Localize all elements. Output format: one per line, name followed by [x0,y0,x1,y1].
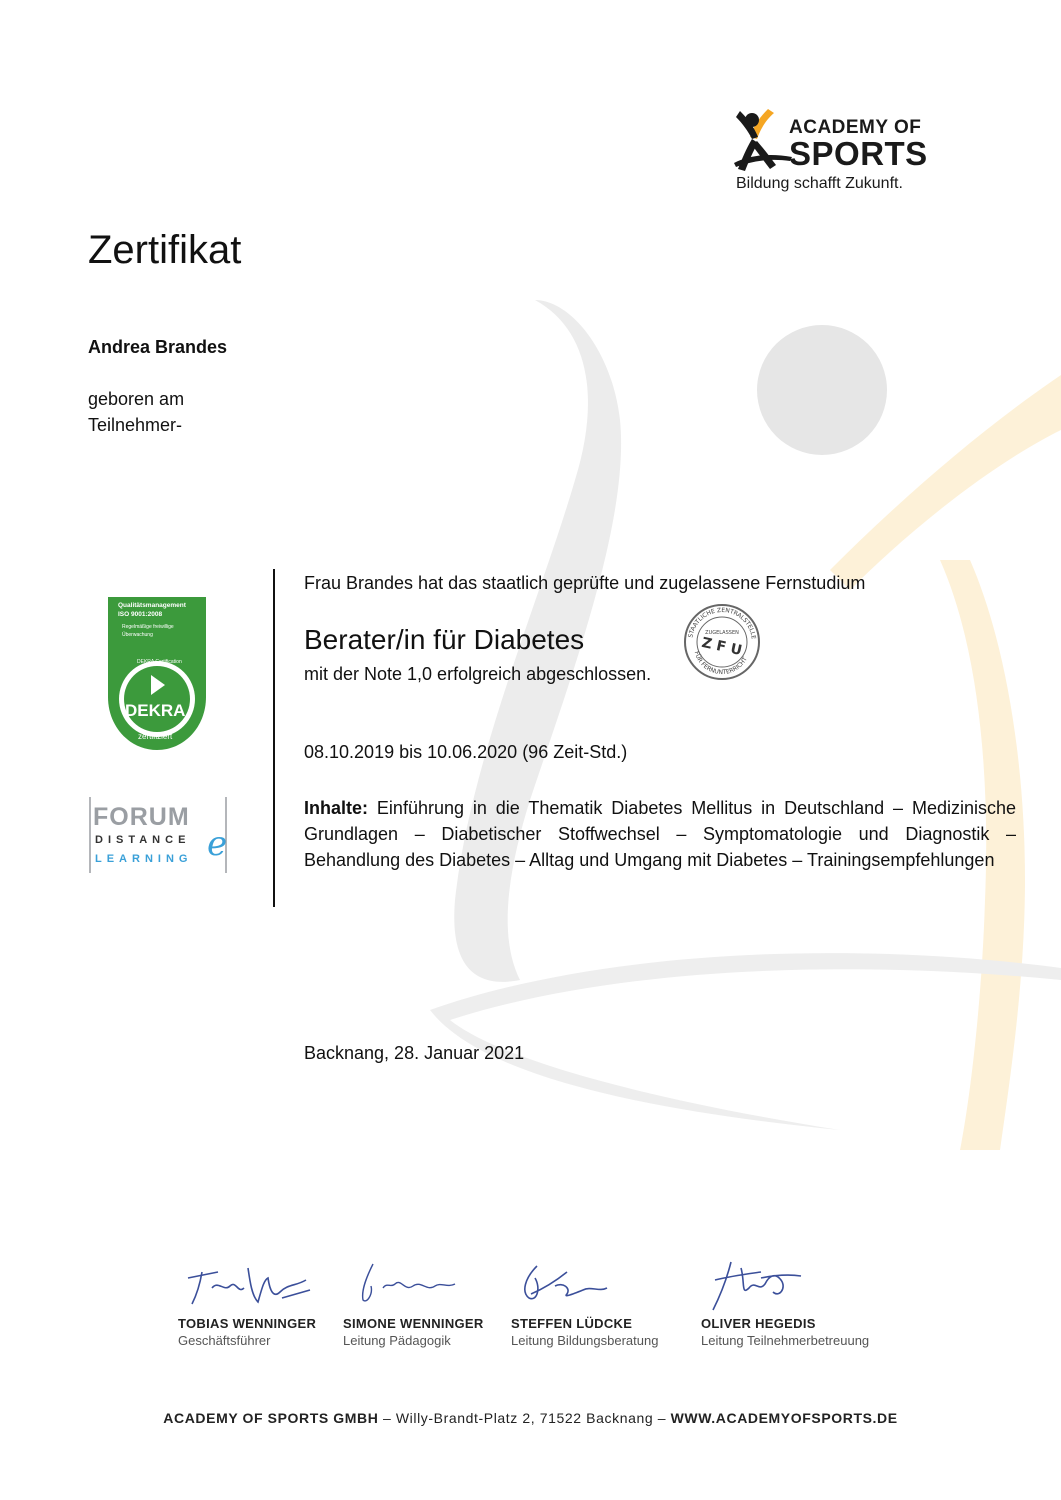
zfu-stamp-icon [682,602,762,682]
signatory-2-name: SIMONE WENNINGER [343,1316,484,1331]
forum-distance-learning-logo [89,797,239,873]
footer-company: ACADEMY OF SPORTS GMBH [163,1410,379,1426]
recipient-name: Andrea Brandes [88,337,228,357]
course-period: 08.10.2019 bis 10.06.2020 (96 Zeit-Std.) [304,742,628,762]
zfu-bottom-text: FÜR FERNUNTERRICHT [692,650,749,677]
svg-text:e: e [207,824,228,864]
signatory-3-role: Leitung Bildungsberatung [511,1333,659,1348]
signature-block-4 [701,1258,869,1348]
logo-text-line1: ACADEMY OF [789,117,922,138]
signatory-4-name: OLIVER HEGEDIS [701,1316,816,1331]
dekra-line3: Regelmäßige freiwillige [122,624,174,630]
divider-line [273,569,275,907]
dekra-line1: Qualitätsmanagement [118,602,186,609]
forum-line3: LEARNING [95,853,193,865]
course-contents [304,795,1016,873]
contents-text: Einführung in die Thematik Diabetes Mellitus in Deutschland – Medizinische Grundlagen – Diabetischer Stoffwechsel – Symptomatologie und Diagnostik – Behandlung des Diabetes – Alltag und Umgang mit Diabetes – Trainingsempfehlungen [304,798,1016,870]
place-and-date: Backnang, 28. Januar 2021 [304,1043,525,1063]
logo-tagline: Bildung schafft Zukunft. [736,175,903,192]
born-label: geboren am [88,389,185,409]
dekra-brand: DEKRA [125,701,186,720]
signature-1 [178,1258,318,1312]
signatory-2-role: Leitung Pädagogik [343,1333,451,1348]
dekra-bottom: zertifiziert [138,732,173,741]
zfu-seal [682,602,762,682]
signatory-1-name: TOBIAS WENNINGER [178,1316,317,1331]
forum-line1: FORUM [93,803,190,831]
signature-block-2 [343,1258,484,1348]
footer [0,1410,1061,1426]
dekra-shield-icon [108,597,206,750]
dekra-line4: Überwachung [122,632,153,638]
forum-line2: DISTANCE [95,834,191,846]
academy-of-sports-logo [730,103,945,198]
dekra-seal [108,597,206,750]
signatory-3-name: STEFFEN LÜDCKE [511,1316,633,1331]
dekra-line5: DEKRA Certification [137,659,182,665]
footer-website[interactable]: WWW.ACADEMYOFSPORTS.DE [670,1410,898,1426]
grade-text: mit der Note 1,0 erfolgreich abgeschlossen. [304,664,652,684]
zfu-top-text: STAATLICHE ZENTRALSTELLE [687,606,757,640]
participant-label: Teilnehmer- [88,415,183,435]
zfu-letters: Z F U [700,634,744,660]
zfu-mid-text: ZUGELASSEN [705,630,739,636]
contents-label: Inhalte: [304,798,369,818]
signature-4 [701,1258,841,1312]
dekra-line2: ISO 9001:2008 [118,611,163,618]
page-title: Zertifikat [88,228,242,272]
signatory-1-role: Geschäftsführer [178,1333,271,1348]
signature-2 [343,1258,483,1312]
signature-3 [511,1258,651,1312]
signature-block-3 [511,1258,658,1348]
intro-text: Frau Brandes hat das staatlich geprüfte und zugelassene Fernstudium [304,573,866,593]
signatory-4-role: Leitung Teilnehmerbetreuung [701,1333,870,1348]
footer-address: – Willy-Brandt-Platz 2, 71522 Backnang – [378,1410,671,1426]
signature-block-1 [178,1258,318,1348]
course-title: Berater/in für Diabetes [304,624,585,655]
logo-text-line2: SPORTS [789,135,928,172]
